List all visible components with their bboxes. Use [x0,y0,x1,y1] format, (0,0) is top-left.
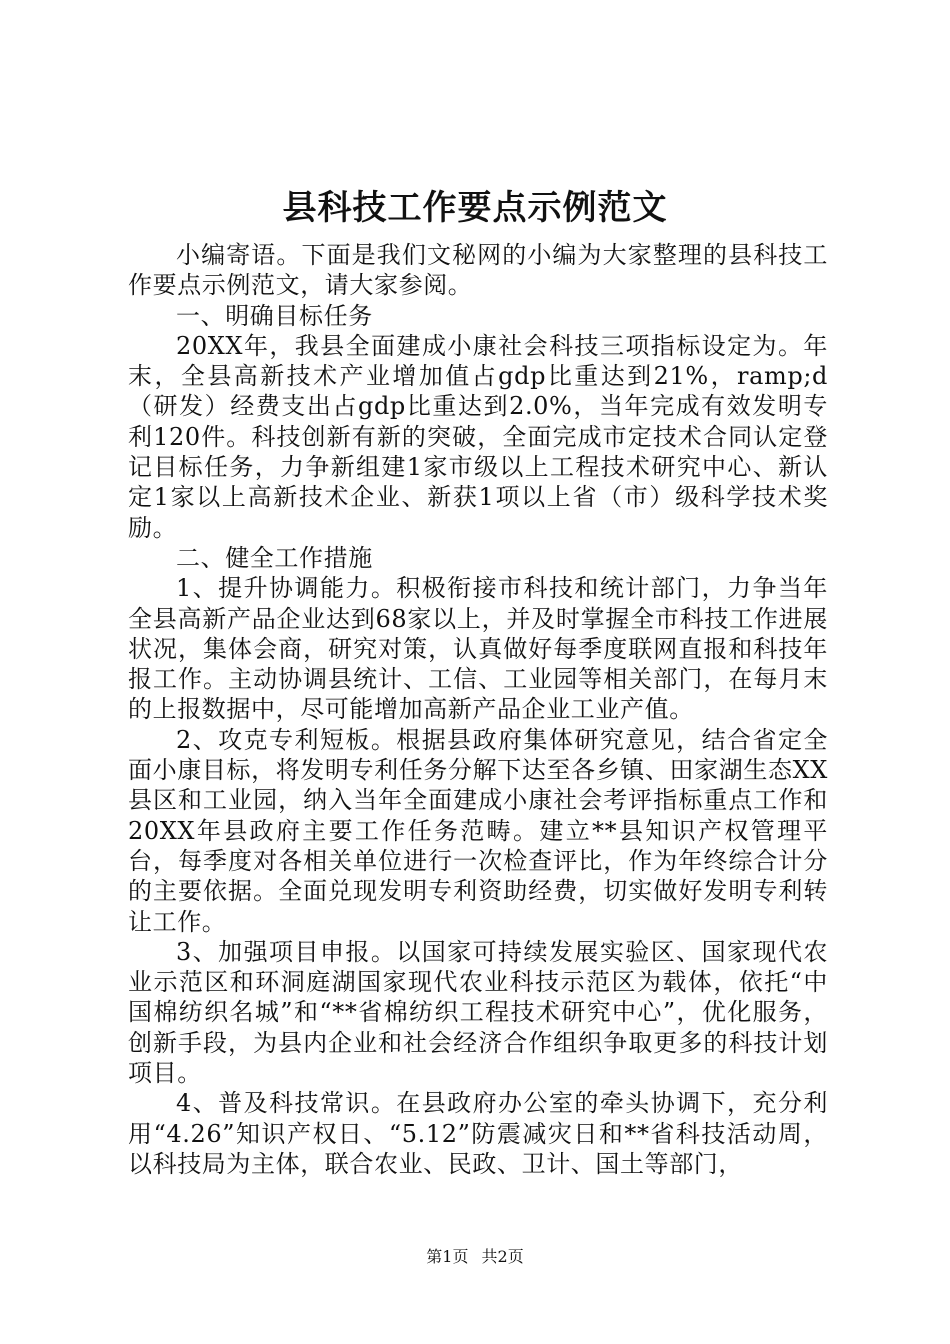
section-heading-measures: 二、健全工作措施 [176,543,373,572]
page-number-total: 共2页 [481,1247,524,1266]
paragraph-measure-2: 2、攻克专利短板。根据县政府集体研究意见，结合省定全面小康目标，将发明专利任务分解下达至各乡镇、田家湖生态XX县区和工业园，纳入当年全面建成小康社会考评指标重点工作和20XX年县政府主要工作任务范畴。建立**县知识产权管理平台，每季度对各相关单位进行一次检查评比，作为年终综合计分的主要依据。全面兑现发明专利资助经费，切实做好发明专利转让工作。 [128,725,828,936]
paragraph-measure-1: 1、提升协调能力。积极衔接市科技和统计部门，力争当年全县高新产品企业达到68家以上，并及时掌握全市科技工作进展状况，集体会商，研究对策，认真做好每季度联网直报和科技年报工作。主动协调县统计、工信、工业园等相关部门，在每月末的上报数据中，尽可能增加高新产品企业工业产值。 [128,574,828,724]
document-title: 县科技工作要点示例范文 [282,188,668,228]
page-number-current: 第1页 [426,1247,469,1266]
section-heading-goals: 一、明确目标任务 [176,301,373,330]
document-body [128,240,828,1179]
page-footer [0,1245,950,1269]
paragraph-measure-4: 4、普及科技常识。在县政府办公室的牵头协调下，充分利用“4.26”知识产权日、“5.12”防震减灾日和**省科技活动周，以科技局为主体，联合农业、民政、卫计、国土等部门， [128,1089,828,1178]
paragraph-intro: 小编寄语。下面是我们文秘网的小编为大家整理的县科技工作要点示例范文，请大家参阅。 [128,241,828,300]
paragraph-goals: 20XX年，我县全面建成小康社会科技三项指标设定为。年末，全县高新技术产业增加值占gdp比重达到21%，ramp;d（研发）经费支出占gdp比重达到2.0%，当年完成有效发明专利120件。科技创新有新的突破，全面完成市定技术合同认定登记目标任务，力争新组建1家市级以上工程技术研究中心、新认定1家以上高新技术企业、新获1项以上省（市）级科学技术奖励。 [128,331,828,542]
paragraph-measure-3: 3、加强项目申报。以国家可持续发展实验区、国家现代农业示范区和环洞庭湖国家现代农业科技示范区为载体，依托“中国棉纺织名城”和“**省棉纺织工程技术研究中心”，优化服务，创新手段，为县内企业和社会经济合作组织争取更多的科技计划项目。 [128,937,828,1088]
